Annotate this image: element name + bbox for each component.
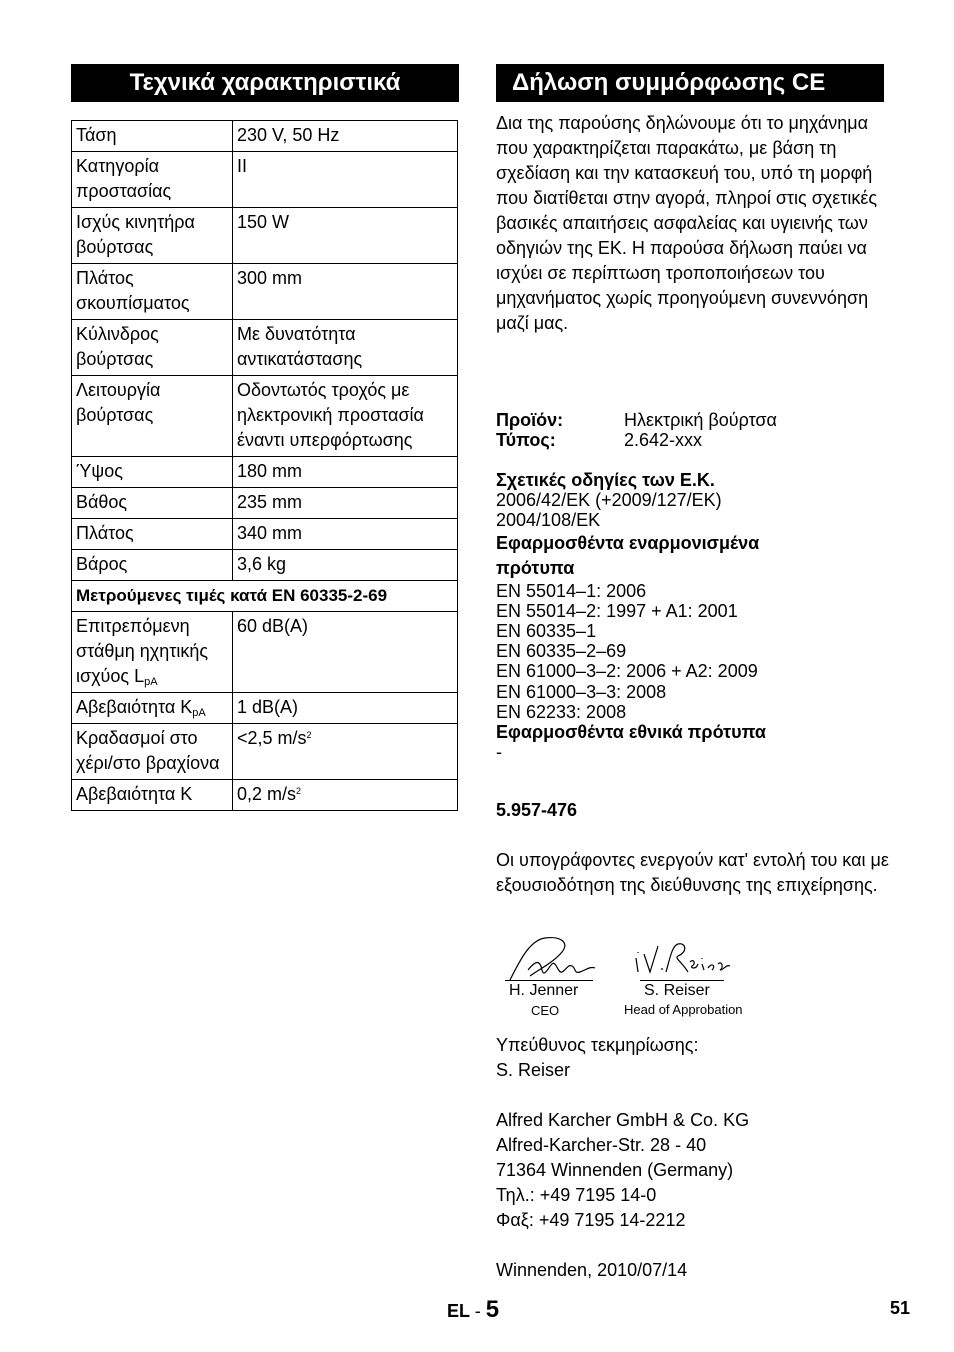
spec-label bbox=[72, 612, 233, 693]
spec-label: Τάση bbox=[72, 121, 233, 152]
measured-values-heading: Μετρούμενες τιμές κατά EN 60335-2-69 bbox=[72, 581, 458, 612]
signatories-text: Οι υπογράφοντες ενεργούν κατ' εντολή του και με εξουσιοδότηση της διεύθυνσης της επιχείρησης. bbox=[496, 850, 889, 895]
table-row bbox=[72, 152, 458, 208]
technical-data-table bbox=[71, 120, 458, 811]
spec-label: Αβεβαιότητα K bbox=[72, 780, 233, 811]
technical-data-heading: Τεχνικά χαρακτηριστικά bbox=[71, 64, 459, 102]
spec-label: Ισχύς κινητήρα βούρτσας bbox=[72, 208, 233, 264]
spec-label: Κραδασμοί στο χέρι/στο βραχίονα bbox=[72, 724, 233, 780]
footer-section-marker bbox=[447, 1296, 499, 1324]
responsible-block bbox=[496, 1033, 896, 1083]
responsible-label: Υπεύθυνος τεκμηρίωσης: bbox=[496, 1035, 699, 1055]
signature-line bbox=[505, 980, 593, 981]
document-number: 5.957-476 bbox=[496, 800, 578, 820]
address-block bbox=[496, 1108, 896, 1233]
spec-value: 3,6 kg bbox=[233, 550, 458, 581]
table-row bbox=[72, 264, 458, 320]
harmonised-standards-heading: Εφαρμοσθέντα εναρμονισμένα πρότυπα bbox=[496, 532, 760, 578]
product-label: Προϊόν: bbox=[496, 410, 564, 430]
spec-label: Βάθος bbox=[72, 488, 233, 519]
spec-value: 180 mm bbox=[233, 457, 458, 488]
spec-label: Ύψος bbox=[72, 457, 233, 488]
responsible-name: S. Reiser bbox=[496, 1060, 571, 1080]
table-row bbox=[72, 519, 458, 550]
spec-value: 230 V, 50 Hz bbox=[233, 121, 458, 152]
table-row bbox=[72, 457, 458, 488]
spec-label: Πλάτος σκουπίσματος bbox=[72, 264, 233, 320]
spec-value: Με δυνατότητα αντικατάστασης bbox=[233, 320, 458, 376]
directives-heading: Σχετικές οδηγίες των Ε.Κ. bbox=[496, 470, 715, 490]
spec-label: Βάρος bbox=[72, 550, 233, 581]
jenner-signature bbox=[500, 930, 600, 990]
spec-value bbox=[233, 780, 458, 811]
spec-label: Λειτουργία βούρτσας bbox=[72, 376, 233, 457]
standard-item: EN 60335–2–69 bbox=[496, 641, 627, 662]
kpa-label: Αβεβαιότητα K bbox=[76, 697, 193, 717]
signatory-name: S. Reiser bbox=[644, 982, 710, 999]
table-row bbox=[72, 550, 458, 581]
type-line bbox=[496, 430, 896, 450]
table-row bbox=[72, 376, 458, 457]
address-line: Φαξ: +49 7195 14-2212 bbox=[496, 1210, 686, 1230]
standard-item: EN 61000–3–2: 2006 + A2: 2009 bbox=[496, 661, 758, 682]
type-label: Τύπος: bbox=[496, 430, 556, 451]
spec-label: Κατηγορία προστασίας bbox=[72, 152, 233, 208]
spec-label: Κύλινδρος βούρτσας bbox=[72, 320, 233, 376]
reiser-signature bbox=[632, 938, 732, 983]
page-number: 51 bbox=[890, 1298, 911, 1318]
address-line: Τηλ.: +49 7195 14-0 bbox=[496, 1185, 657, 1205]
signatory-role: Head of Approbation bbox=[624, 1002, 743, 1017]
standard-item: EN 60335–1 bbox=[496, 621, 597, 642]
signature-line bbox=[640, 980, 724, 981]
table-row bbox=[72, 121, 458, 152]
standard-item: EN 55014–1: 2006 bbox=[496, 580, 647, 601]
table-section-row bbox=[72, 581, 458, 612]
footer-separator: - bbox=[474, 1301, 481, 1321]
national-standards-value: - bbox=[496, 742, 502, 763]
table-row bbox=[72, 780, 458, 811]
signatory-role: CEO bbox=[531, 1003, 560, 1018]
ce-declaration-heading: Δήλωση συμμόρφωσης CE bbox=[496, 64, 884, 102]
uncertainty-value: 0,2 m/s bbox=[237, 784, 297, 804]
table-row bbox=[72, 612, 458, 693]
vibration-value: <2,5 m/s bbox=[237, 728, 307, 748]
spec-label bbox=[72, 693, 233, 724]
address-line: Alfred-Karcher-Str. 28 - 40 bbox=[496, 1135, 707, 1155]
standard-item: EN 55014–2: 1997 + A1: 2001 bbox=[496, 600, 738, 621]
signatory-name: H. Jenner bbox=[509, 982, 579, 999]
footer-language: EL bbox=[447, 1301, 470, 1321]
table-row bbox=[72, 208, 458, 264]
spec-value: Οδοντωτός τροχός με ηλεκτρονική προστασία έναντι υπερφόρτωσης bbox=[233, 376, 458, 457]
spec-value: 1 dB(A) bbox=[233, 693, 458, 724]
standards-block bbox=[496, 470, 896, 762]
address-line: Alfred Karcher GmbH & Co. KG bbox=[496, 1110, 750, 1130]
national-standards-heading: Εφαρμοσθέντα εθνικά πρότυπα bbox=[496, 722, 766, 743]
sound-power-label: Επιτρεπόμενη στάθμη ηχητικής ισχύος L bbox=[76, 616, 209, 686]
spec-label: Πλάτος bbox=[72, 519, 233, 550]
place-date: Winnenden, 2010/07/14 bbox=[496, 1260, 688, 1280]
spec-value bbox=[233, 724, 458, 780]
spec-value: 235 mm bbox=[233, 488, 458, 519]
sound-power-subscript: pA bbox=[144, 676, 158, 688]
uncertainty-unit-exponent: 2 bbox=[296, 786, 302, 796]
kpa-subscript: pA bbox=[192, 707, 206, 719]
table-row bbox=[72, 320, 458, 376]
directive-item: 2006/42/EK (+2009/127/EK) bbox=[496, 490, 722, 511]
table-row bbox=[72, 724, 458, 780]
spec-value: 340 mm bbox=[233, 519, 458, 550]
type-value: 2.642-xxx bbox=[624, 430, 703, 451]
product-line bbox=[496, 410, 896, 430]
table-row bbox=[72, 693, 458, 724]
vibration-unit-exponent: 2 bbox=[306, 730, 312, 740]
product-value: Ηλεκτρική βούρτσα bbox=[624, 410, 777, 430]
address-line: 71364 Winnenden (Germany) bbox=[496, 1160, 734, 1180]
standard-item: EN 62233: 2008 bbox=[496, 701, 627, 722]
table-row bbox=[72, 488, 458, 519]
spec-value: II bbox=[233, 152, 458, 208]
spec-value: 60 dB(A) bbox=[233, 612, 458, 693]
standard-item: EN 61000–3–3: 2008 bbox=[496, 681, 667, 702]
spec-value: 150 W bbox=[233, 208, 458, 264]
directive-item: 2004/108/EK bbox=[496, 510, 601, 531]
declaration-text: Δια της παρούσης δηλώνουμε ότι το μηχάνημα που χαρακτηρίζεται παρακάτω, με βάση τη σχεδίαση και την κατασκευή του, υπό τη μορφή που διατίθεται στην αγορά, πληροί στις σχετικές βασικές απαιτήσεις ασφαλείας και υγιεινής των οδηγιών της ΕΚ. Η παρούσα δήλωση παύει να ισχύει σε περίπτωση τροποποιήσεων του μηχανήματος χωρίς προηγούμενη συνεννόηση μαζί μας. bbox=[496, 113, 878, 333]
spec-value: 300 mm bbox=[233, 264, 458, 320]
product-info bbox=[496, 410, 896, 450]
footer-section-number: 5 bbox=[485, 1296, 500, 1323]
